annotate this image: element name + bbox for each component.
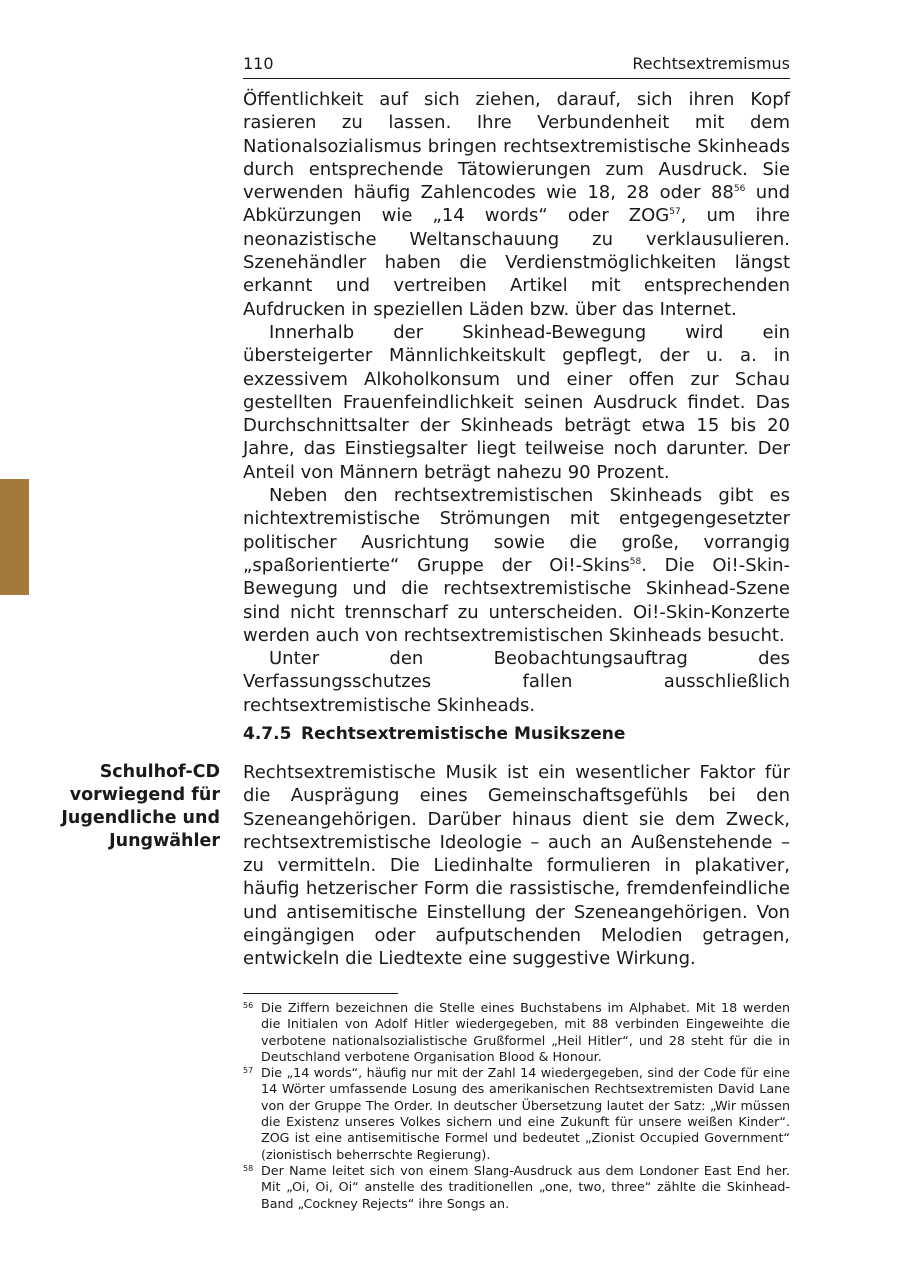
footnote-ref[interactable]: 57 xyxy=(669,207,681,218)
body-text xyxy=(243,88,790,717)
paragraph: Neben den rechtsextremistischen Skinheads gibt es nichtextremistische Strömungen mit entgegengesetzter politischer Ausrichtung sowie die große, vorrangig „spaßorientierte“ Gruppe der Oi!-Skins$^{58}$. Die Oi!-Skin-Bewegung und die rechtsextremistische Skinhead-Szene sind nicht trennscharf zu unterscheiden. Oi!-Skin-Konzerte werden auch von rechtsextremistischen Skinheads besucht. xyxy=(243,485,790,646)
footnote-mark: 57 xyxy=(243,1066,254,1076)
footnote-divider xyxy=(243,993,398,994)
running-title: Rechtsextremismus xyxy=(632,54,790,73)
footnotes xyxy=(243,1000,790,1212)
footnote xyxy=(243,1000,790,1065)
section-body xyxy=(243,761,790,971)
footnote xyxy=(243,1065,790,1163)
page-header xyxy=(243,52,790,79)
footnote-mark: 58 xyxy=(243,1163,254,1173)
section-heading xyxy=(243,724,625,744)
paragraph: Innerhalb der Skinhead-Bewegung wird ein übersteigerter Männlichkeitskult gepflegt, der u. a. in exzessivem Alkoholkonsum und einer offen zur Schau gestellten Frauenfeindlichkeit seinen Ausdruck findet. Das Durchschnittsalter der Skinheads beträgt etwa 15 bis 20 Jahre, das Einstiegsalter liegt teilweise noch darunter. Der Anteil von Männern beträgt nahezu 90 Prozent. xyxy=(243,321,790,483)
footnote-ref[interactable]: 56 xyxy=(733,184,746,195)
footnote-ref[interactable]: 58 xyxy=(629,556,642,567)
footnote-text: Die „14 words“, häufig nur mit der Zahl 14 wiedergegeben, sind der Code für eine 14 Wörter umfassende Losung des amerikanischen Rechtsextremisten David Lane von der Gruppe The Order. In deutscher Übersetzung lautet der Satz: „Wir müssen die Existenz unseres Volkes sichern und eine Zukunft für unsere weißen Kinder“. ZOG ist eine antisemitische Formel und bedeutet „Zionist Occupied Government“ (zionistisch beherrschte Regierung). xyxy=(261,1065,790,1162)
paragraph: Unter den Beobachtungsauftrag des Verfassungsschutzes fallen ausschließlich rechtsextremistische Skinheads. xyxy=(243,648,790,716)
section-title: Rechtsextremistische Musikszene xyxy=(301,724,626,744)
paragraph: Öffentlichkeit auf sich ziehen, darauf, sich ihren Kopf rasieren zu lassen. Ihre Verbundenheit mit dem Nationalsozialismus bringen rechtsextremistische Skinheads durch entsprechende Tätowierungen zum Ausdruck. Sie verwenden häufig Zahlencodes wie 18, 28 oder $88^{56}$ und Abkürzungen wie „14 words“ oder ZOG$^{57}$, um ihre neonazistische Weltanschauung zu verklausulieren. Szenehändler haben die Verdienstmöglichkeiten längst erkannt und vertreiben Artikel mit entsprechenden Aufdrucken in speziellen Läden bzw. über das Internet. xyxy=(243,89,790,320)
margin-note: Schulhof-CD vorwiegend für Jugendliche und Jungwähler xyxy=(61,762,220,851)
footnote-text: Der Name leitet sich von einem Slang-Ausdruck aus dem Londoner East End her. Mit „Oi, Oi, Oi“ anstelle des traditionellen „one, two, three“ zählte die Skinhead-Band „Cockney Rejects“ ihre Songs an. xyxy=(261,1162,790,1211)
footnote-text: Die Ziffern bezeichnen die Stelle eines Buchstabens im Alphabet. Mit 18 werden die Initialen von Adolf Hitler wiedergegeben, mit 88 verbinden Eingeweihte die verbotene nationalsozialistische Grußformel „Heil Hitler“, und 28 steht für die in Deutschland verbotene Organisation Blood & Honour. xyxy=(261,1000,790,1064)
chapter-thumb-tab xyxy=(0,479,29,595)
footnote xyxy=(243,1163,790,1212)
paragraph: Rechtsextremistische Musik ist ein wesentlicher Faktor für die Ausprägung eines Gemeinschaftsgefühls bei den Szeneangehörigen. Darüber hinaus dient sie dem Zweck, rechtsextremistische Ideologie – auch an Außenstehende – zu vermitteln. Die Liedinhalte formulieren in plakativer, häufig hetzerischer Form die rassistische, fremdenfeindliche und antisemitische Einstellung der Szeneangehörigen. Von eingängigen oder aufputschenden Melodien getragen, entwickeln die Liedtexte eine suggestive Wirkung. xyxy=(243,762,790,970)
footnote-mark: 56 xyxy=(243,1001,254,1010)
page-number: 110 xyxy=(243,54,274,73)
section-number: 4.7.5 xyxy=(243,724,292,744)
